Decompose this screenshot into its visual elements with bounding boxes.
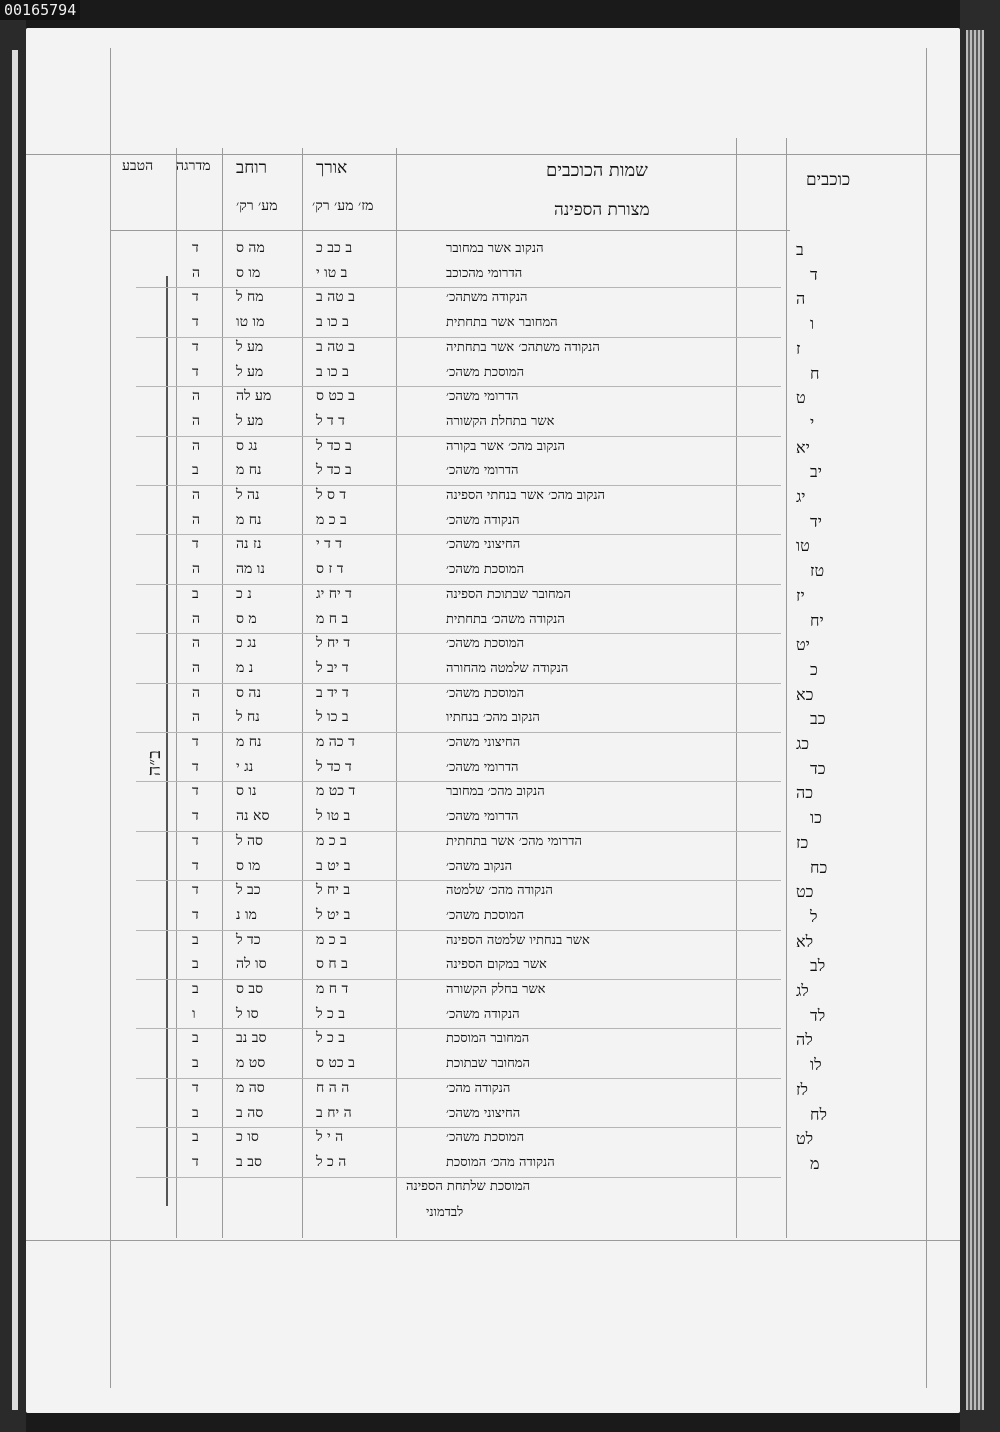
star-name: הדרומי משהכ׳ [446, 809, 519, 825]
star-name: הנקוב מהכ׳ אשר בקורה [446, 438, 565, 454]
magnitude-value: ד [192, 734, 199, 750]
row-number: כט [796, 882, 814, 902]
star-name: הדרומי משהכ׳ [446, 389, 519, 405]
magnitude-value: ה [192, 684, 201, 701]
row-number: כג [796, 734, 810, 753]
magnitude-value: ה [192, 412, 201, 429]
magnitude-value: ד [192, 906, 199, 923]
magnitude-value: ד [192, 857, 199, 874]
row-separator [136, 1028, 781, 1029]
row-number: כח [810, 857, 828, 877]
adjacent-page-edge [12, 50, 18, 1410]
longitude-value: ה כ ל [316, 1153, 347, 1170]
row-number: טו [796, 536, 810, 556]
longitude-value: ב כט ס [316, 388, 355, 405]
magnitude-value: ה [192, 709, 201, 726]
row-number: ה [796, 289, 806, 309]
row-number: ח [810, 363, 820, 383]
star-name: הנקודה מהכ׳ שלמטה [446, 883, 553, 899]
magnitude-value: ב [192, 1055, 199, 1072]
row-number: לד [810, 1005, 826, 1025]
row-number: כד [810, 758, 826, 778]
longitude-value: ב טו ל [316, 808, 351, 825]
row-number: טז [810, 561, 825, 581]
magnitude-value: ב [192, 585, 199, 602]
header-longitude: אורך [316, 158, 348, 178]
row-number: יז [796, 585, 805, 605]
longitude-value: ב טו י [316, 264, 348, 281]
latitude-value: נג י [236, 758, 254, 775]
row-number: י [810, 412, 815, 432]
star-name: הנקודה משתהכ׳ [446, 290, 528, 306]
longitude-value: ד ד י [316, 536, 343, 553]
longitude-value: ב כ מ [316, 511, 347, 528]
row-number: ל [810, 906, 818, 926]
magnitude-value: ב [192, 931, 199, 948]
longitude-value: ד ח מ [316, 981, 349, 997]
header-stars: כוכבים [806, 170, 851, 190]
magnitude-value: ד [192, 808, 199, 825]
ruling-mag [222, 148, 223, 1238]
latitude-value: נח מ [236, 734, 262, 750]
magnitude-value: ד [192, 536, 199, 553]
longitude-value: ה י ל [316, 1129, 344, 1146]
latitude-value: נח מ [236, 511, 262, 528]
magnitude-value: ד [192, 314, 199, 331]
star-name: הנקוב מהכ׳ במחובר [446, 784, 545, 800]
magnitude-value: ו [192, 1005, 196, 1022]
latitude-value: סו לה [236, 956, 267, 973]
row-number: כז [796, 832, 809, 852]
star-name: אשר בתחלת הקשורה [446, 413, 555, 429]
star-name: הנקודה משהכ׳ בתחתית [446, 611, 565, 627]
longitude-value: ד ד ל [316, 412, 345, 429]
longitude-value: ד כד ל [316, 758, 352, 775]
star-name: הנקוב מהכ׳ אשר בנחתי הספינה [446, 488, 606, 503]
row-number: ו [810, 314, 815, 334]
row-separator [136, 287, 781, 288]
star-name: המחובר שבתוכת [446, 1056, 530, 1072]
magnitude-value: ב [192, 956, 199, 973]
star-name: הדרומי מהכ׳ אשר בתחתית [446, 833, 583, 849]
ruling-top [26, 154, 960, 155]
row-separator [136, 880, 781, 881]
latitude-value: מו ס [236, 264, 261, 281]
latitude-value: מע ל [236, 412, 264, 429]
longitude-value: ד כה מ [316, 734, 355, 750]
latitude-value: מע לה [236, 388, 272, 405]
book-fore-edge [960, 0, 1000, 1432]
longitude-value: ב כו ב [316, 314, 349, 331]
star-name: הנקודה משהכ׳ [446, 512, 520, 528]
latitude-value: נו ס [236, 783, 257, 800]
latitude-value: נג כ [236, 635, 257, 652]
latitude-value: סט מ [236, 1055, 266, 1072]
star-name: אשר במקום הספינה [446, 957, 547, 973]
star-name: הנקודה משתהכ׳ אשר בתחתיה [446, 339, 600, 355]
ruling-lat [302, 148, 303, 1238]
row-number: ט [796, 388, 806, 408]
row-separator [136, 732, 781, 733]
ruling-header-bottom [110, 230, 790, 231]
row-separator [136, 386, 781, 387]
longitude-value: ב כו ב [316, 363, 349, 380]
longitude-value: ב כד ל [316, 437, 352, 454]
header-magnitude: מדרגה [176, 158, 211, 174]
longitude-value: ב כט ס [316, 1055, 355, 1072]
star-name: הנקוב אשר במחובר [446, 241, 544, 256]
star-name: המוסכת משהכ׳ [446, 907, 525, 923]
latitude-value: מע ל [236, 338, 264, 355]
star-name: הדרומי משהכ׳ [446, 759, 519, 775]
latitude-value: מח ל [236, 289, 264, 306]
longitude-value: ד ז ס [316, 561, 344, 578]
row-number: ז [796, 338, 801, 358]
longitude-value: ב כ מ [316, 931, 347, 948]
magnitude-value: ד [192, 783, 199, 800]
latitude-value: מו ס [236, 857, 261, 874]
row-separator [136, 633, 781, 634]
magnitude-value: ה [192, 264, 201, 281]
row-number: יב [810, 462, 822, 482]
row-separator [136, 1078, 781, 1079]
longitude-value: ב טה ב [316, 338, 355, 355]
magnitude-value: ד [192, 1079, 199, 1096]
magnitude-value: ה [192, 561, 201, 578]
longitude-value: ב כד ל [316, 462, 352, 479]
longitude-value: ב ח ס [316, 956, 348, 973]
longitude-value: ד יב ל [316, 659, 349, 676]
magnitude-value: ב [192, 981, 199, 997]
longitude-value: ה יח ב [316, 1104, 352, 1121]
star-name: המחובר שבתוכת הספינה [446, 586, 571, 602]
longitude-value: ב כו ל [316, 709, 349, 726]
row-number: לט [796, 1129, 814, 1149]
star-name: הנקוב משהכ׳ [446, 858, 513, 874]
longitude-value: ב טה ב [316, 289, 355, 306]
latitude-value: מה ס [236, 240, 265, 256]
magnitude-value: ד [192, 832, 199, 849]
longitude-value: ד יח ל [316, 635, 351, 652]
latitude-value: מע ל [236, 363, 264, 380]
row-number: כב [810, 709, 826, 729]
star-name: הנקודה מהכ׳ המוסכת [446, 1154, 555, 1170]
row-number: ד [810, 264, 818, 284]
star-name: הדרומי מהכוכב [446, 265, 523, 281]
latitude-value: נח ל [236, 709, 260, 726]
header-names-sub: מצורת הספינה [554, 200, 650, 220]
ruling-lon [396, 148, 397, 1238]
magnitude-value: ד [192, 240, 199, 256]
row-number: לג [796, 981, 809, 1000]
star-name: המוסכת משהכ׳ [446, 364, 525, 380]
longitude-value: ב כ ל [316, 1030, 346, 1047]
latitude-value: נח מ [236, 462, 262, 479]
row-separator [136, 781, 781, 782]
latitude-value: סב ב [236, 1153, 262, 1170]
longitude-value: ד יד ב [316, 684, 349, 701]
magnitude-value: ד [192, 338, 199, 355]
row-separator [136, 337, 781, 338]
row-separator [136, 979, 781, 980]
latitude-value: סה ב [236, 1104, 264, 1121]
row-separator [136, 831, 781, 832]
row-separator [136, 584, 781, 585]
header-latitude: רוחב [236, 158, 267, 178]
row-separator [136, 485, 781, 486]
ruling-left-margin [110, 48, 111, 1388]
star-name: המחובר המוסכת [446, 1031, 530, 1047]
star-name: המוסכת משהכ׳ [446, 1130, 525, 1146]
star-name: המוסכת משהכ׳ [446, 636, 525, 652]
star-name: המחובר אשר בתחתית [446, 315, 558, 331]
latitude-value: סא נה [236, 808, 270, 825]
longitude-value: ב יח ל [316, 882, 351, 899]
latitude-value: נ כ [236, 585, 252, 602]
latitude-value: נ מ [236, 659, 254, 676]
margin-note: ב״ה [144, 750, 165, 776]
row-number: לח [810, 1104, 827, 1124]
latitude-value: נג ס [236, 437, 258, 454]
star-name: החיצוני משהכ׳ [446, 1105, 521, 1121]
star-name: המוסכת משהכ׳ [446, 562, 525, 578]
magnitude-value: ה [192, 511, 201, 528]
star-name: הדרומי משהכ׳ [446, 463, 519, 479]
latitude-value: כב ל [236, 882, 261, 899]
row-number: כא [796, 684, 814, 704]
longitude-value: ב ח מ [316, 610, 349, 627]
latitude-value: סב ס [236, 981, 264, 997]
latitude-value: סה מ [236, 1079, 265, 1096]
row-separator [136, 683, 781, 684]
magnitude-value: ב [192, 1129, 199, 1146]
header-names: שמות הכוכבים [546, 160, 648, 181]
ruling-names [736, 138, 737, 1238]
magnitude-value: ה [192, 635, 201, 652]
magnitude-value: ד [192, 1153, 199, 1170]
row-number: יח [810, 610, 824, 630]
header-nature: הטבע [122, 158, 154, 174]
row-number: כ [810, 659, 818, 679]
row-separator [136, 930, 781, 931]
star-name: אשר בנחתיו שלמטה הספינה [446, 932, 590, 948]
latitude-value: נה ל [236, 487, 260, 503]
header-latitude-sub: מע׳ רק׳ [236, 198, 278, 214]
row-number: ב [796, 240, 804, 259]
longitude-value: ד יח יג [316, 585, 352, 602]
latitude-value: סב נב [236, 1030, 267, 1047]
latitude-value: סו ל [236, 1005, 259, 1022]
latitude-value: נו מה [236, 561, 265, 578]
row-number: מ [810, 1153, 820, 1173]
star-name: החיצוני משהכ׳ [446, 537, 521, 553]
page-stack [966, 30, 984, 1410]
row-separator [136, 534, 781, 535]
magnitude-value: ב [192, 1030, 199, 1047]
magnitude-value: ה [192, 487, 201, 503]
row-number: יא [796, 437, 810, 457]
ruling-num [786, 138, 787, 1238]
latitude-value: מו טו [236, 314, 265, 331]
row-number: לז [796, 1079, 808, 1099]
magnitude-value: ה [192, 610, 201, 627]
magnitude-value: ה [192, 437, 201, 454]
magnitude-value: ב [192, 1104, 199, 1121]
row-number: לא [796, 931, 814, 951]
latitude-value: מו נ [236, 906, 257, 923]
longitude-value: ב כ ל [316, 1005, 346, 1022]
star-name: הנקודה מהכ׳ [446, 1080, 511, 1096]
row-number: יד [810, 511, 822, 531]
row-separator [136, 1127, 781, 1128]
row-number: כה [796, 783, 814, 803]
header-longitude-sub: מז׳ מע׳ רק׳ [312, 198, 374, 214]
star-name: המוסכת משהכ׳ [446, 685, 525, 701]
longitude-value: ב יט ב [316, 857, 351, 874]
row-number: לב [810, 956, 826, 976]
footnote-line-1: המוסכת שלתחת הספינה [406, 1179, 531, 1194]
row-number: לה [796, 1030, 813, 1050]
magnitude-value: ד [192, 363, 199, 380]
row-separator [136, 436, 781, 437]
magnitude-value: ד [192, 289, 199, 306]
longitude-value: ב כ מ [316, 832, 347, 849]
longitude-value: ה ה ח [316, 1079, 350, 1096]
latitude-value: כד ל [236, 931, 261, 948]
magnitude-value: ה [192, 388, 201, 405]
shelfmark: 00165794 [0, 0, 80, 20]
longitude-value: ב יט ל [316, 906, 351, 923]
latitude-value: מ ס [236, 610, 257, 627]
star-name: הנקוב מהכ׳ בנחתיו [446, 710, 540, 726]
footnote-line-2: לבדמוני [426, 1205, 464, 1220]
row-number: יג [796, 487, 806, 506]
magnitude-value: ד [192, 758, 199, 775]
longitude-value: ד כט מ [316, 783, 356, 800]
ruling-right-margin [926, 48, 927, 1388]
row-number: יט [796, 635, 810, 655]
manuscript-page [26, 28, 960, 1413]
latitude-value: סו כ [236, 1129, 259, 1146]
row-number: כו [810, 808, 822, 828]
row-number: לו [810, 1055, 822, 1075]
book-gutter-left [0, 0, 26, 1432]
star-name: הנקודה משהכ׳ [446, 1006, 520, 1022]
latitude-value: סה ל [236, 832, 264, 849]
ruling-bottom [26, 1240, 960, 1241]
latitude-value: נז נה [236, 536, 262, 553]
latitude-value: נה ס [236, 684, 262, 701]
longitude-value: ד ס ל [316, 487, 347, 503]
magnitude-value: ד [192, 882, 199, 899]
star-name: הנקודה שלמטה מהחורה [446, 660, 569, 676]
longitude-value: ב כב כ [316, 240, 353, 256]
star-name: החיצוני משהכ׳ [446, 735, 521, 750]
magnitude-value: ה [192, 659, 201, 676]
star-name: אשר בחלק הקשורה [446, 982, 546, 997]
magnitude-value: ב [192, 462, 199, 479]
